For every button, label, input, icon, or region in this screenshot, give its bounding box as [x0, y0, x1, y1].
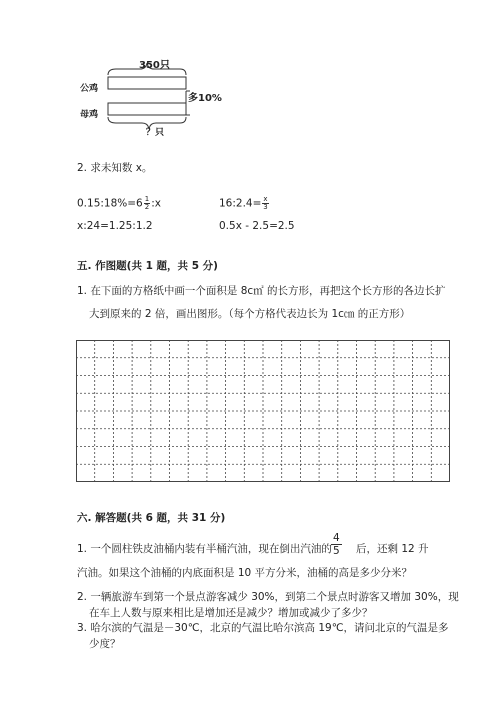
section6-q1-fraction: 4 5	[333, 532, 340, 557]
diagram-hen-label: 母鸡	[80, 110, 99, 120]
section5-q1-line1: 1. 在下面的方格纸中画一个面积是 8c㎡ 的长方形，再把这个长方形的各边长扩	[77, 285, 446, 297]
diagram-bottom-label: ？只	[146, 128, 165, 138]
section6-q3-line2: 少度？	[89, 638, 121, 650]
q2-equation-1: 0.15:18%=6 $\frac{1}{2}$ :x	[77, 195, 161, 211]
section6-q2-line2: 在车上人数与原来相比是增加还是减少？增加或减少了多少？	[89, 607, 373, 619]
rooster-bar	[108, 77, 186, 89]
section6-q3-line1: 3. 哈尔滨的气温是－30℃，北京的气温比哈尔滨高 19℃，请问北京的气温是多	[77, 622, 449, 634]
diagram-extra-label: 多10%	[188, 93, 222, 104]
hen-bar	[108, 103, 186, 115]
diagram-rooster-label: 公鸡	[80, 84, 99, 94]
q2-equation-4: 0.5x - 2.5=2.5	[219, 220, 295, 232]
section6-q1-part-a: 1. 一个圆柱铁皮油桶内装有半桶汽油，现在倒出汽油的	[77, 543, 332, 555]
q2-equation-2: 16:2.4= $\frac{x}{3}$	[219, 195, 268, 211]
q2-equation-3: x:24=1.25:1.2	[77, 220, 153, 232]
diagram-top-label: 350只	[139, 60, 170, 71]
section5-heading: 五. 作图题(共 1 题，共 5 分)	[77, 260, 218, 272]
section6-q2-line1: 2. 一辆旅游车到第一个景点游客减少 30%，到第二个景点时游客又增加 30%，现	[77, 591, 459, 603]
section6-q1-line2: 汽油。如果这个油桶的内底面积是 10 平方分米，油桶的高是多少分米？	[77, 567, 413, 579]
section6-q1-part-b: 后，还剩 12 升	[356, 543, 429, 555]
q2-title: 2. 求未知数 x。	[77, 162, 153, 174]
grid-paper	[76, 340, 450, 482]
section6-heading: 六. 解答题(共 6 题，共 31 分)	[77, 512, 226, 524]
section5-q1-line2: 大到原来的 2 倍，画出图形。（每个方格代表边长为 1c㎝ 的正方形）	[89, 308, 411, 320]
